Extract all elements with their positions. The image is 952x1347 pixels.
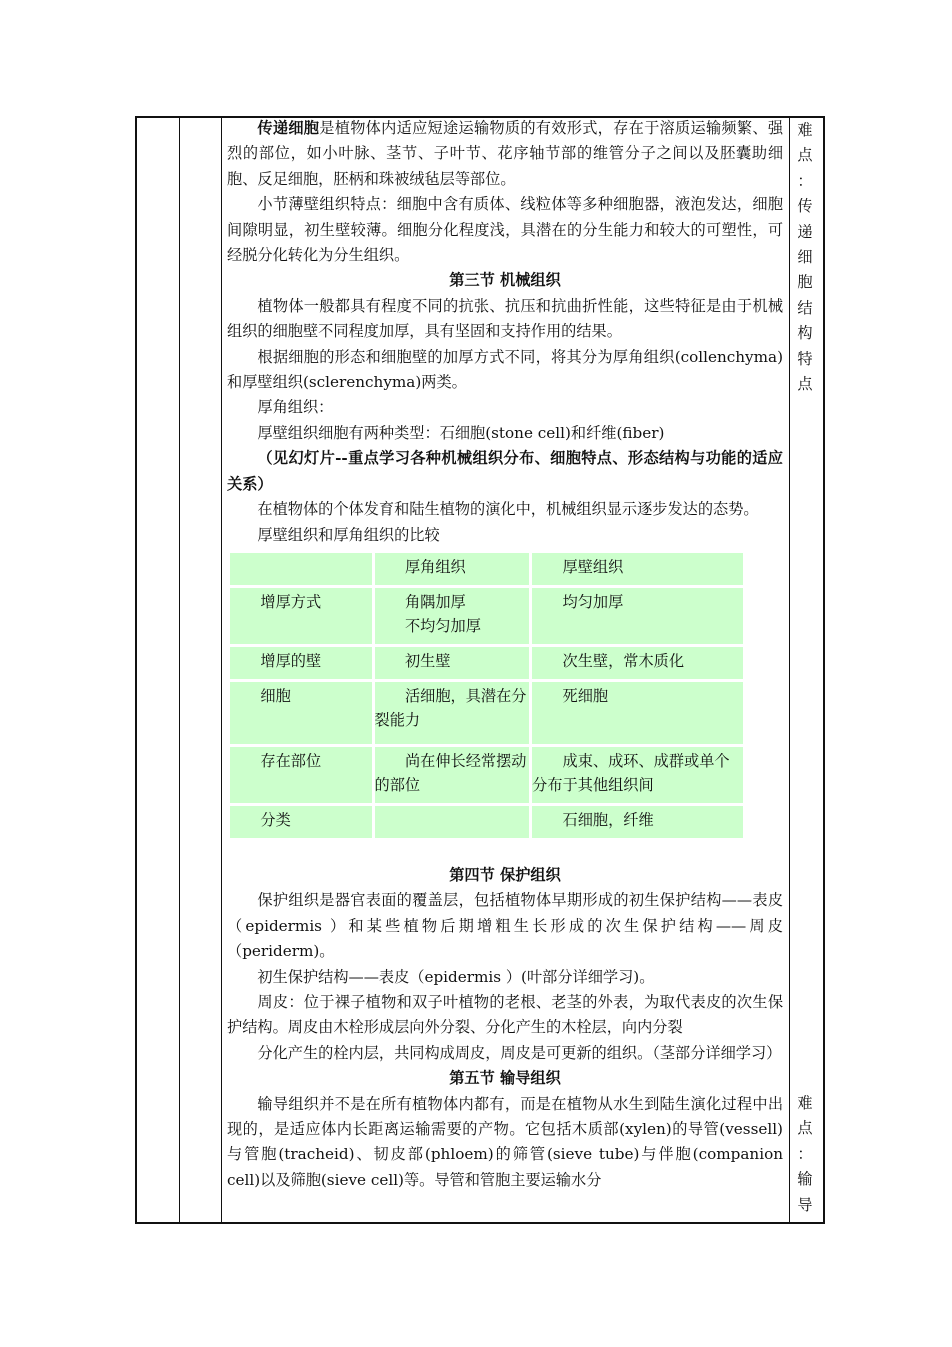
paragraph-parenchyma: 小节薄壁组织特点：细胞中含有质体、线粒体等多种细胞器，液泡发达，细胞间隙明显，初生壁较薄。细胞分化程度浅，具潜在的分生能力和较大的可塑性，可经脱分化转化为分生组织。 <box>227 195 783 265</box>
section-heading-4: 第四节 保护组织 <box>449 865 561 884</box>
table-cell: 次生壁，常木质化 <box>532 647 743 679</box>
side-note-char: 胞 <box>797 273 813 292</box>
table-row <box>230 588 743 644</box>
side-note-char: 传 <box>797 197 813 216</box>
side-note-char: 输 <box>797 1170 813 1189</box>
paragraph-conducting: 输导组织并不是在所有植物体内都有，而是在植物从水生到陆生演化过程中出现的，是适应体内长距离运输需要的产物。它包括木质部(xylen)的导管(vessell)与管胞(tracheid)、韧皮部(phloem)的筛管(sieve tube)与伴胞(companion cell)以及筛胞(sieve cell)等。导管和管胞主要运输水分 <box>227 1094 783 1189</box>
paragraph-periderm-cont: 分化产生的栓内层，共同构成周皮，周皮是可更新的组织。（茎部分详细学习） <box>257 1043 782 1062</box>
comparison-table <box>227 550 746 841</box>
cell-line: 不均匀加厚 <box>404 616 481 635</box>
paragraph-evolution: 在植物体的个体发育和陆生植物的演化中，机械组织显示逐步发达的态势。 <box>257 500 759 519</box>
main-content <box>227 116 783 1193</box>
paragraph-collenchyma: 厚角组织： <box>257 398 334 417</box>
term-transfer-cell: 传递细胞 <box>257 119 320 137</box>
table-header-collenchyma: 厚角组织 <box>375 553 530 585</box>
side-note-char: 结 <box>797 298 813 317</box>
side-note-char: 难 <box>797 121 813 139</box>
section-heading-3: 第三节 机械组织 <box>449 271 561 290</box>
side-note-char: 构 <box>797 324 813 343</box>
table-cell <box>375 588 530 644</box>
paragraph-slide-note: （见幻灯片--重点学习各种机械组织分布、细胞特点、形态结构与功能的适应关系） <box>227 449 783 493</box>
table-row <box>230 806 743 838</box>
cell-line: 角隅加厚 <box>404 592 466 611</box>
side-note-char: ： <box>797 1144 813 1163</box>
side-note-char: 点 <box>797 146 813 165</box>
paragraph-mechanical-types: 根据细胞的形态和细胞壁的加厚方式不同，将其分为厚角组织(collenchyma)和厚壁组织(sclerenchyma)两类。 <box>227 347 783 392</box>
table-header-row <box>230 553 743 585</box>
table-cell <box>230 553 372 585</box>
table-header-sclerenchyma: 厚壁组织 <box>532 553 743 585</box>
table-cell: 活细胞，具潜在分裂能力 <box>375 682 530 744</box>
side-note-conducting <box>787 1091 823 1218</box>
spacer <box>227 841 783 863</box>
side-note-char: 递 <box>797 222 813 241</box>
side-note-char: 点 <box>797 375 813 394</box>
table-cell: 尚在伸长经常摆动的部位 <box>375 747 530 803</box>
side-note-transfer-cell <box>787 118 823 397</box>
paragraph-mechanical-intro: 植物体一般都具有程度不同的抗张、抗压和抗曲折性能，这些特征是由于机械组织的细胞壁不同程度加厚，具有坚固和支持作用的结果。 <box>227 296 783 341</box>
table-cell: 死细胞 <box>532 682 743 744</box>
table-cell: 增厚的壁 <box>230 647 372 679</box>
table-cell: 存在部位 <box>230 747 372 803</box>
table-cell: 石细胞，纤维 <box>532 806 743 838</box>
table-caption: 厚壁组织和厚角组织的比较 <box>257 525 440 544</box>
side-note-char: ： <box>797 171 813 190</box>
table-cell: 分类 <box>230 806 372 838</box>
paragraph-transfer-cell: 传递细胞是植物体内适应短途运输物质的有效形式，存在于溶质运输频繁、强烈的部位，如小叶脉、茎节、子叶节、花序轴节部的维管分子之间以及胚囊助细胞、反足细胞，胚柄和珠被绒毡层等部位。 <box>227 119 784 188</box>
side-note-char: 特 <box>797 349 813 368</box>
side-note-char: 细 <box>797 248 813 267</box>
table-row <box>230 647 743 679</box>
side-note-char: 导 <box>797 1195 813 1214</box>
paragraph-epidermis: 初生保护结构——表皮（epidermis ）(叶部分详细学习)。 <box>257 967 655 986</box>
table-cell <box>375 806 530 838</box>
table-row <box>230 747 743 803</box>
paragraph-protective-intro: 保护组织是器官表面的覆盖层，包括植物体早期形成的初生保护结构——表皮（epidermis ）和某些植物后期增粗生长形成的次生保护结构——周皮（periderm)。 <box>227 891 783 961</box>
section-heading-5: 第五节 输导组织 <box>449 1069 561 1088</box>
side-note-char: 点 <box>797 1119 813 1138</box>
table-cell: 成束、成环、成群或单个分布于其他组织间 <box>532 747 743 803</box>
side-note-char: 难 <box>797 1094 813 1112</box>
table-cell: 均匀加厚 <box>532 588 743 644</box>
column-divider-2 <box>221 118 222 1222</box>
paragraph-sclerenchyma: 厚壁组织细胞有两种类型：石细胞(stone cell)和纤维(fiber) <box>257 423 665 442</box>
paragraph-periderm: 周皮：位于裸子植物和双子叶植物的老根、老茎的外表，为取代表皮的次生保护结构。周皮由木栓形成层向外分裂、分化产生的木栓层，向内分裂 <box>227 992 783 1037</box>
table-row <box>230 682 743 744</box>
table-cell: 增厚方式 <box>230 588 372 644</box>
column-divider-1 <box>179 118 180 1222</box>
table-cell: 细胞 <box>230 682 372 744</box>
table-cell: 初生壁 <box>375 647 530 679</box>
